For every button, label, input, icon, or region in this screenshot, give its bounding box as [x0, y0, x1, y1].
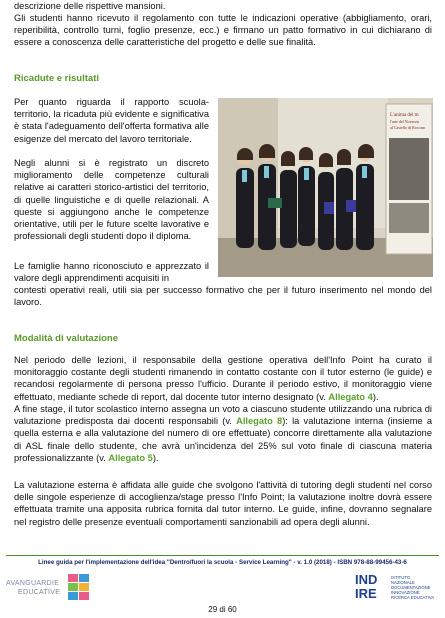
- avanguardie-logo-text-1: AVANGUARDIE: [6, 580, 60, 587]
- students-photo-drawing: [218, 98, 433, 277]
- ricadute-paragraph-1: Per quanto riguarda il rapporto scuola-territorio, la ricaduta più evidente e significativa è stata l'adeguamento dell'offerta formativa alle esigenze del mercato del lavoro territoriale.: [14, 97, 209, 144]
- intro-paragraph: Gli studenti hanno ricevuto il regolamento con tutte le indicazioni operative (abbigliamento, orari, reperibilità, controllo turni, foglio presenze, ecc.) e firmano un patto formativo in cui dichiarano di essere a conoscenza delle caratteristiche del progetto e delle sue finalità.: [14, 13, 432, 48]
- valutazione-paragraph-3: La valutazione esterna è affidata alle guide che svolgono l'attività di tutoring degli studenti nel corso delle singole esperienze di accoglienza/stage presso l'Info Point; la valutazione inoltre dovrà essere effettuata tramite una apposita rubrica fornita dal tutor interno. Le guide, infine, dovranno segnalare nel registro delle presenze eventuali comportamenti sanzionabili ad opera degli alunni.: [14, 480, 432, 527]
- indire-line: DOCUMENTAZIONE: [391, 585, 431, 590]
- indire-logo: [355, 573, 443, 605]
- ricadute-paragraph-3a: Le famiglie hanno riconosciuto e apprezzato il valore degli apprendimenti acquisiti in: [14, 261, 209, 284]
- valutazione-p1-text: Nel periodo delle lezioni, il responsabile della gestione operativa dell'Info Point ha curato il monitoraggio costante degli studenti rimanendo in contatto costante con il tutor esterno (le guide) e recandosi regolarmente di persona presso l'ufficio. Durante il periodo estivo, il monitoraggio viene effettuato, mediante schede di report, dal docente tutor interno designato (v.: [14, 355, 432, 402]
- poster-text-2: l'arte del Novecen: [390, 119, 419, 124]
- valutazione-paragraph-1: [14, 354, 432, 403]
- section-heading-ricadute: Ricadute e risultati: [14, 73, 99, 84]
- valutazione-p2-text: A fine stage, il tutor scolastico interno assegna un voto a ciascuno studente utilizzando una rubrica di valutazione predisposta dai docenti responsabili (v.: [14, 404, 432, 427]
- indire-logo-top: IND: [355, 572, 378, 587]
- indire-line: ISTITUTO: [391, 575, 410, 580]
- footer-citation: Linee guida per l'implementazione dell'idea "Dentro/fuori la scuola - Service Learning" - v. 1.0 (2018) - ISBN 978-88-99456-43-6: [38, 559, 407, 566]
- indire-line: NAZIONALE: [391, 580, 415, 585]
- section-heading-valutazione: Modalità di valutazione: [14, 333, 118, 344]
- avanguardie-educative-logo: [6, 574, 106, 604]
- ricadute-paragraph-3b: contesti operativi reali, utili sia per successo formativo che per il futuro inserimento nel mondo del lavoro.: [14, 285, 432, 308]
- allegato-5-link[interactable]: Allegato 5: [108, 452, 153, 463]
- indire-line: INNOVAZIONE: [391, 590, 420, 595]
- poster-text-1: L'anima del m: [390, 113, 419, 118]
- valutazione-p2-end: ).: [152, 452, 159, 463]
- poster-text-3: al Castello di Roccam: [390, 125, 426, 130]
- valutazione-p1-end: ).: [372, 391, 379, 402]
- footer-divider: [6, 555, 439, 556]
- avanguardie-logo-text-2: EDUCATIVE: [18, 589, 61, 596]
- page-number: 29 di 60: [208, 605, 237, 614]
- valutazione-p2-mid: ): la valutazione interna (insieme a quella esterna e alla valutazione del numero di ore effettuate) concorre direttamente alla valutazione di ASL finale dello studente, che avrà un'incidenza del 25% sul voto finale di ciascuna materia professionalizzante (v.: [14, 416, 433, 463]
- avanguardie-logo-icon: [68, 574, 90, 600]
- intro-line: descrizione delle rispettive mansioni.: [14, 1, 166, 11]
- indire-logo-bottom: IRE: [355, 586, 377, 601]
- ricadute-paragraph-2: Negli alunni si è registrato un discreto miglioramento delle competenze culturali relative ai caratteri storico-artistici del territorio, di quelle linguistiche e di quelle relazionali. A queste si aggiungono anche le competenze orientative, utili per le future scelte lavorative e professionali degli studenti dopo il diploma.: [14, 158, 209, 242]
- indire-line: RICERCA EDUCATIVA: [391, 595, 435, 600]
- allegato-8-link[interactable]: Allegato 8: [236, 416, 283, 427]
- valutazione-paragraph-2: [14, 403, 432, 464]
- indire-logo-lines: [391, 575, 434, 600]
- students-photo: [218, 98, 433, 277]
- allegato-4-link[interactable]: Allegato 4: [328, 391, 373, 402]
